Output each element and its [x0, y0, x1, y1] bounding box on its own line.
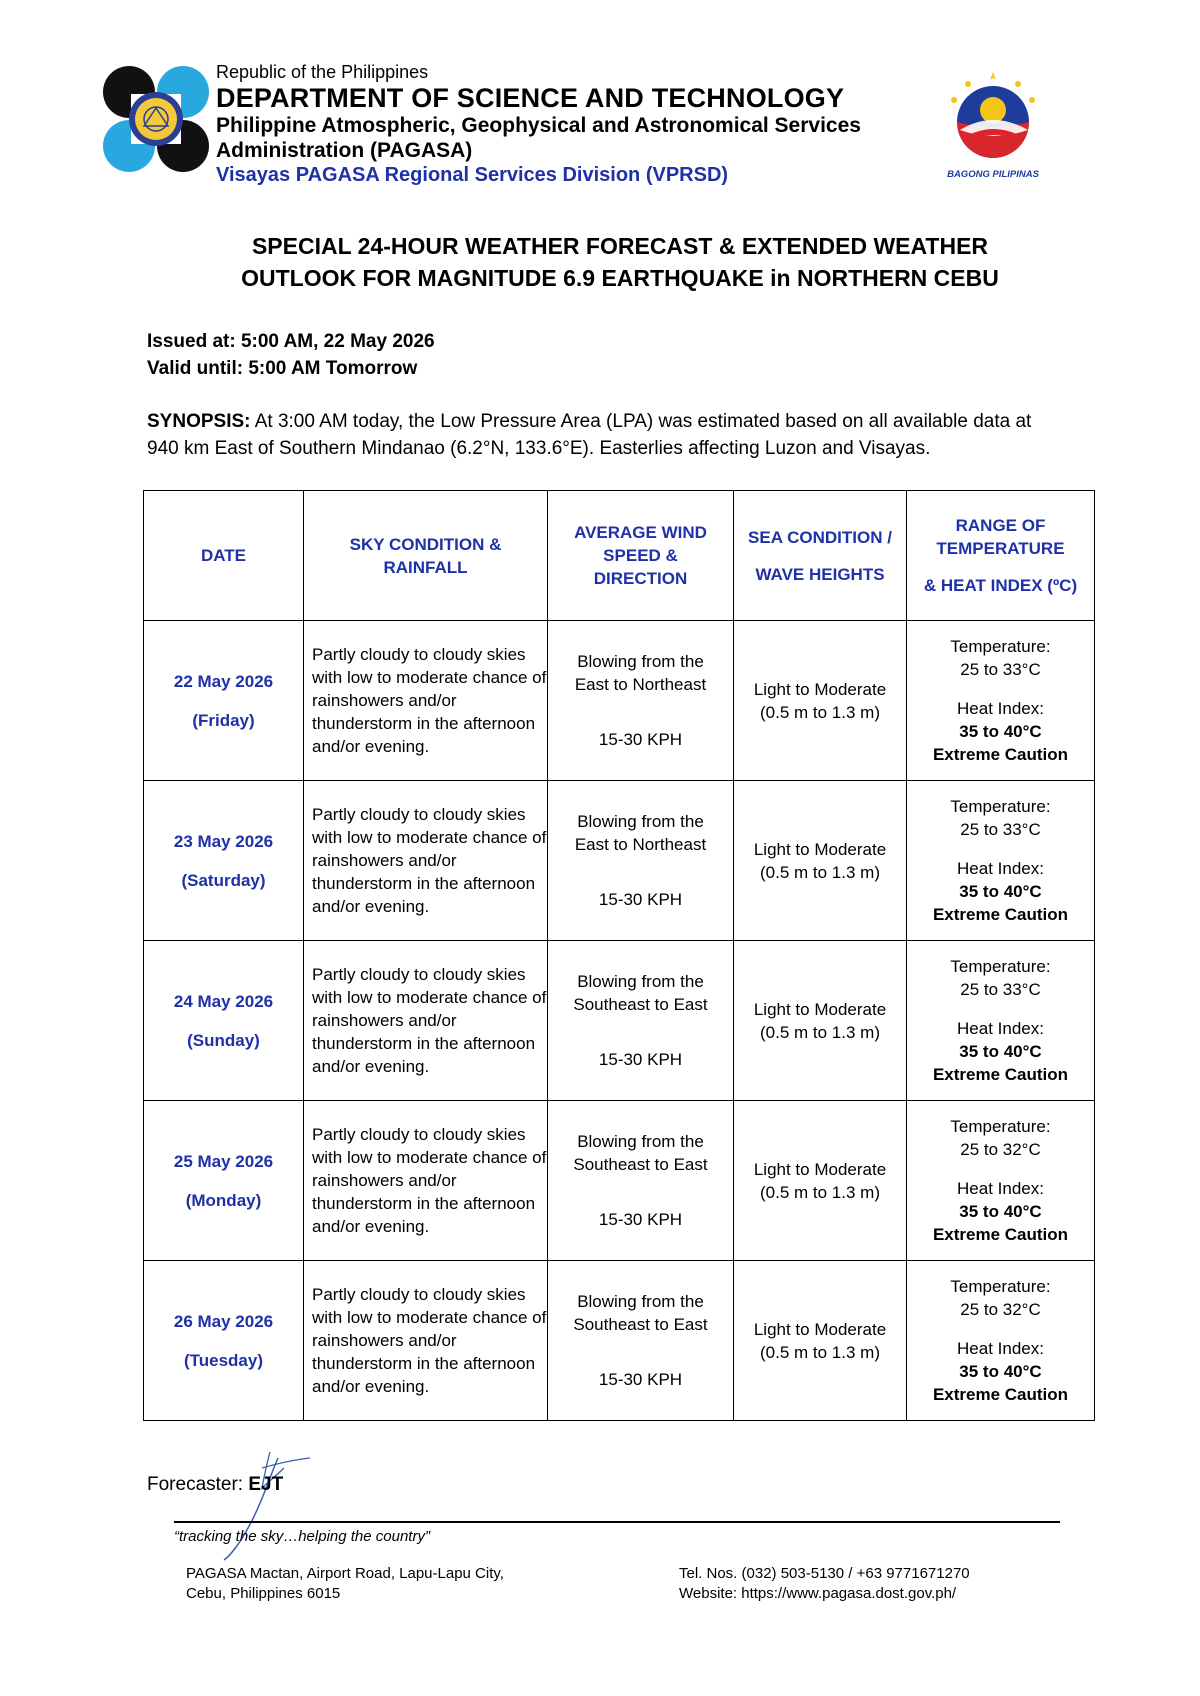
table-header-row [144, 491, 1095, 621]
forecast-table [143, 490, 1095, 1421]
title-line2: OUTLOOK FOR MAGNITUDE 6.9 EARTHQUAKE in NORTHERN CEBU [241, 265, 999, 291]
wind-speed: 15-30 KPH [598, 1370, 683, 1389]
title-line1: SPECIAL 24-HOUR WEATHER FORECAST & EXTENDED WEATHER [251, 233, 989, 259]
table-row [144, 621, 1095, 781]
address-line1: PAGASA Mactan, Airport Road, Lapu-Lapu City, [186, 1565, 504, 1582]
heat-index-level: Extreme Caution [932, 1225, 1069, 1244]
wave-heights: (0.5 m to 1.3 m) [760, 1022, 880, 1042]
footer-divider [174, 1521, 1060, 1523]
address-line2: Cebu, Philippines 6015 [186, 1585, 341, 1602]
agency-header [216, 62, 936, 188]
wind-speed: 15-30 KPH [598, 730, 683, 749]
temperature-value: 25 to 32°C [960, 1140, 1041, 1159]
wind-speed: 15-30 KPH [598, 890, 683, 909]
day-text: (Sunday) [187, 1030, 260, 1050]
issued-at: Issued at: 5:00 AM, 22 May 2026 [147, 331, 435, 352]
heat-index-level: Extreme Caution [932, 745, 1069, 764]
bagong-pilipinas-text: BAGONG PILIPINAS [947, 169, 1039, 180]
sky-text: Partly cloudy to cloudy skies with low to moderate chance of rainshowers and/or thunderstorm in the afternoon and/or evening. [312, 1285, 547, 1396]
temperature-label: Temperature: [950, 1277, 1051, 1296]
header-agency-line2: Administration (PAGASA) [216, 139, 473, 162]
cell-date [144, 621, 304, 781]
heat-index-value: 35 to 40°C [959, 1202, 1042, 1221]
header-sky-condition: SKY CONDITION & RAINFALL [304, 491, 548, 621]
heat-index-value: 35 to 40°C [959, 1362, 1042, 1381]
cell-temperature [907, 1261, 1095, 1421]
header-agency-line1: Philippine Atmospheric, Geophysical and Astronomical Services [216, 114, 861, 137]
forecaster-name: EJT [248, 1474, 284, 1495]
day-text: (Friday) [192, 710, 255, 730]
heat-index-value: 35 to 40°C [959, 722, 1042, 741]
forecaster-line [147, 1474, 283, 1496]
temperature-value: 25 to 33°C [960, 820, 1041, 839]
cell-wind [548, 621, 734, 781]
table-row [144, 941, 1095, 1101]
temperature-value: 25 to 33°C [960, 660, 1041, 679]
sea-condition: Light to Moderate [753, 1319, 887, 1339]
sky-text: Partly cloudy to cloudy skies with low to moderate chance of rainshowers and/or thunderstorm in the afternoon and/or evening. [312, 645, 547, 756]
heat-index-label: Heat Index: [957, 1019, 1044, 1038]
synopsis [147, 408, 1067, 462]
contact-website: Website: https://www.pagasa.dost.gov.ph/ [679, 1585, 957, 1602]
cell-sky-condition [304, 621, 548, 781]
issuance-info [147, 328, 435, 382]
cell-date [144, 781, 304, 941]
cell-wind [548, 1261, 734, 1421]
header-date: DATE [144, 491, 304, 621]
cell-sky-condition [304, 1101, 548, 1261]
wind-direction: Blowing from the Southeast to East [573, 972, 708, 1014]
wave-heights: (0.5 m to 1.3 m) [760, 1342, 880, 1362]
header-temperature: RANGE OF TEMPERATURE & HEAT INDEX (ºC) [907, 491, 1095, 621]
sea-condition: Light to Moderate [753, 999, 887, 1019]
wave-heights: (0.5 m to 1.3 m) [760, 1182, 880, 1202]
cell-date [144, 1101, 304, 1261]
date-text: 23 May 2026 [173, 831, 274, 851]
footer-motto: “tracking the sky…helping the country” [174, 1528, 430, 1545]
forecaster-label: Forecaster: [147, 1474, 249, 1495]
heat-index-level: Extreme Caution [932, 1065, 1069, 1084]
table-row [144, 1261, 1095, 1421]
cell-temperature [907, 621, 1095, 781]
cell-sea-condition [734, 621, 907, 781]
wind-direction: Blowing from the Southeast to East [573, 1292, 708, 1334]
table-row [144, 1101, 1095, 1261]
header-department: DEPARTMENT OF SCIENCE AND TECHNOLOGY [216, 83, 845, 113]
temperature-label: Temperature: [950, 1117, 1051, 1136]
cell-wind [548, 941, 734, 1101]
contact-tel: Tel. Nos. (032) 503-5130 / +63 9771671270 [679, 1565, 970, 1582]
cell-sky-condition [304, 781, 548, 941]
temperature-value: 25 to 33°C [960, 980, 1041, 999]
cell-sea-condition [734, 941, 907, 1101]
wind-direction: Blowing from the Southeast to East [573, 1132, 708, 1174]
header-republic: Republic of the Philippines [216, 62, 429, 82]
heat-index-level: Extreme Caution [932, 905, 1069, 924]
cell-temperature [907, 1101, 1095, 1261]
cell-sea-condition [734, 1101, 907, 1261]
cell-sea-condition [734, 1261, 907, 1421]
header-wind: AVERAGE WIND SPEED & DIRECTION [548, 491, 734, 621]
dost-pagasa-logo [101, 64, 211, 174]
day-text: (Monday) [185, 1190, 262, 1210]
cell-wind [548, 781, 734, 941]
temperature-value: 25 to 32°C [960, 1300, 1041, 1319]
heat-index-label: Heat Index: [957, 859, 1044, 878]
day-text: (Tuesday) [183, 1350, 264, 1370]
date-text: 26 May 2026 [173, 1311, 274, 1331]
sea-condition: Light to Moderate [753, 839, 887, 859]
bagong-pilipinas-logo [938, 70, 1048, 182]
forecaster-signature [218, 1448, 313, 1563]
cell-sea-condition [734, 781, 907, 941]
sky-text: Partly cloudy to cloudy skies with low to moderate chance of rainshowers and/or thunderstorm in the afternoon and/or evening. [312, 965, 547, 1076]
header-division: Visayas PAGASA Regional Services Division (VPRSD) [216, 164, 729, 186]
header-sea-condition: SEA CONDITION / WAVE HEIGHTS [734, 491, 907, 621]
sky-text: Partly cloudy to cloudy skies with low to moderate chance of rainshowers and/or thunderstorm in the afternoon and/or evening. [312, 805, 547, 916]
temperature-label: Temperature: [950, 957, 1051, 976]
heat-index-label: Heat Index: [957, 699, 1044, 718]
date-text: 24 May 2026 [173, 991, 274, 1011]
sky-text: Partly cloudy to cloudy skies with low to moderate chance of rainshowers and/or thunderstorm in the afternoon and/or evening. [312, 1125, 547, 1236]
table-row [144, 781, 1095, 941]
cell-sky-condition [304, 941, 548, 1101]
heat-index-value: 35 to 40°C [959, 1042, 1042, 1061]
cell-date [144, 1261, 304, 1421]
cell-temperature [907, 941, 1095, 1101]
synopsis-text: At 3:00 AM today, the Low Pressure Area (LPA) was estimated based on all available data at 940 km East of Southern Mindanao (6.2°N, 133.6°E). Easterlies affecting Luzon and Visayas. [147, 411, 1032, 459]
temperature-label: Temperature: [950, 797, 1051, 816]
wind-direction: Blowing from the East to Northeast [574, 812, 707, 854]
cell-temperature [907, 781, 1095, 941]
sea-condition: Light to Moderate [753, 1159, 887, 1179]
heat-index-value: 35 to 40°C [959, 882, 1042, 901]
temperature-label: Temperature: [950, 637, 1051, 656]
heat-index-label: Heat Index: [957, 1339, 1044, 1358]
cell-wind [548, 1101, 734, 1261]
cell-sky-condition [304, 1261, 548, 1421]
footer-address [186, 1564, 504, 1604]
synopsis-label: SYNOPSIS: [147, 411, 251, 432]
day-text: (Saturday) [181, 870, 266, 890]
wave-heights: (0.5 m to 1.3 m) [760, 702, 880, 722]
date-text: 22 May 2026 [173, 671, 274, 691]
wind-direction: Blowing from the East to Northeast [574, 652, 707, 694]
document-title [100, 230, 1140, 294]
valid-until: Valid until: 5:00 AM Tomorrow [147, 358, 418, 379]
footer-contact [679, 1564, 970, 1604]
wave-heights: (0.5 m to 1.3 m) [760, 862, 880, 882]
wind-speed: 15-30 KPH [598, 1210, 683, 1229]
heat-index-level: Extreme Caution [932, 1385, 1069, 1404]
heat-index-label: Heat Index: [957, 1179, 1044, 1198]
cell-date [144, 941, 304, 1101]
date-text: 25 May 2026 [173, 1151, 274, 1171]
wind-speed: 15-30 KPH [598, 1050, 683, 1069]
sea-condition: Light to Moderate [753, 679, 887, 699]
